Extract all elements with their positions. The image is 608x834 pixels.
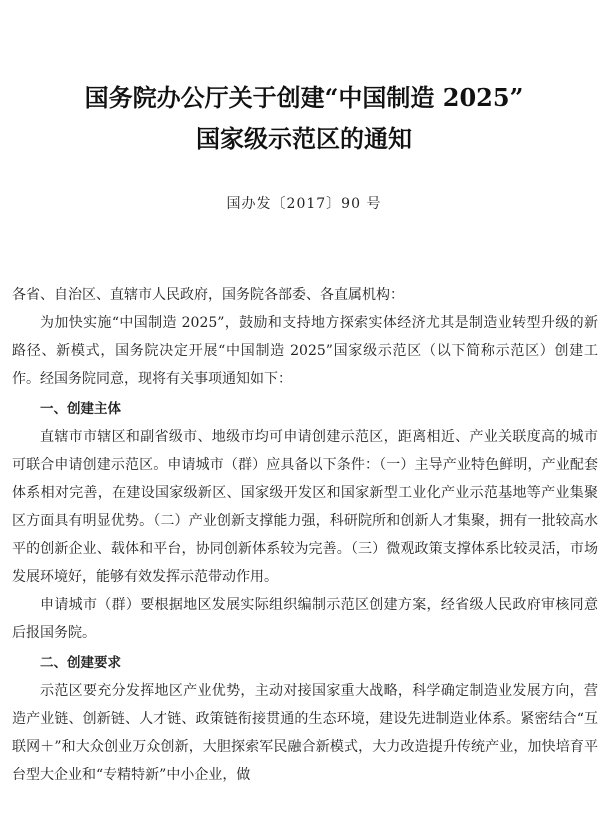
document-number: 国办发〔2017〕90 号	[226, 196, 382, 212]
section-1-heading: 一、创建主体	[40, 401, 121, 417]
document-body	[12, 281, 598, 789]
document-title-line-2: 国家级示范区的通知	[196, 124, 412, 153]
section-2-heading: 二、创建要求	[40, 655, 121, 671]
section-2-paragraph-1: 示范区要充分发挥地区产业优势，主动对接国家重大战略，科学确定制造业发展方向，营造产业链、创新链、人才链、政策链衔接贯通的生态环境，建设先进制造业体系。紧密结合“互联网＋”和大众创业万众创新，大胆探索军民融合新模式，大力改造提升传统产业，加快培育平台型大企业和“专精特新”中小企业，做	[12, 683, 598, 783]
intro-paragraph: 为加快实施“中国制造 2025”，鼓励和支持地方探索实体经济尤其是制造业转型升级的新路径、新模式，国务院决定开展“中国制造 2025”国家级示范区（以下简称示范区）创建工作。经国务院同意，现将有关事项通知如下：	[12, 315, 598, 387]
section-1-paragraph-2: 申请城市（群）要根据地区发展实际组织编制示范区创建方案，经省级人民政府审核同意后报国务院。	[12, 597, 598, 641]
addressee: 各省、自治区、直辖市人民政府，国务院各部委、各直属机构：	[12, 287, 404, 303]
document-title-line-1: 国务院办公厅关于创建“中国制造 2025”	[84, 83, 524, 112]
section-1-paragraph-1: 直辖市市辖区和副省级市、地级市均可申请创建示范区，距离相近、产业关联度高的城市可联合申请创建示范区。申请城市（群）应具备以下条件：（一）主导产业特色鲜明，产业配套体系相对完善，在建设国家级新区、国家级开发区和国家新型工业化产业示范基地等产业集聚区方面具有明显优势。（二）产业创新支撑能力强，科研院所和创新人才集聚，拥有一批较高水平的创新企业、载体和平台，协同创新体系较为完善。（三）微观政策支撑体系比较灵活，市场发展环境好，能够有效发挥示范带动作用。	[12, 429, 598, 585]
